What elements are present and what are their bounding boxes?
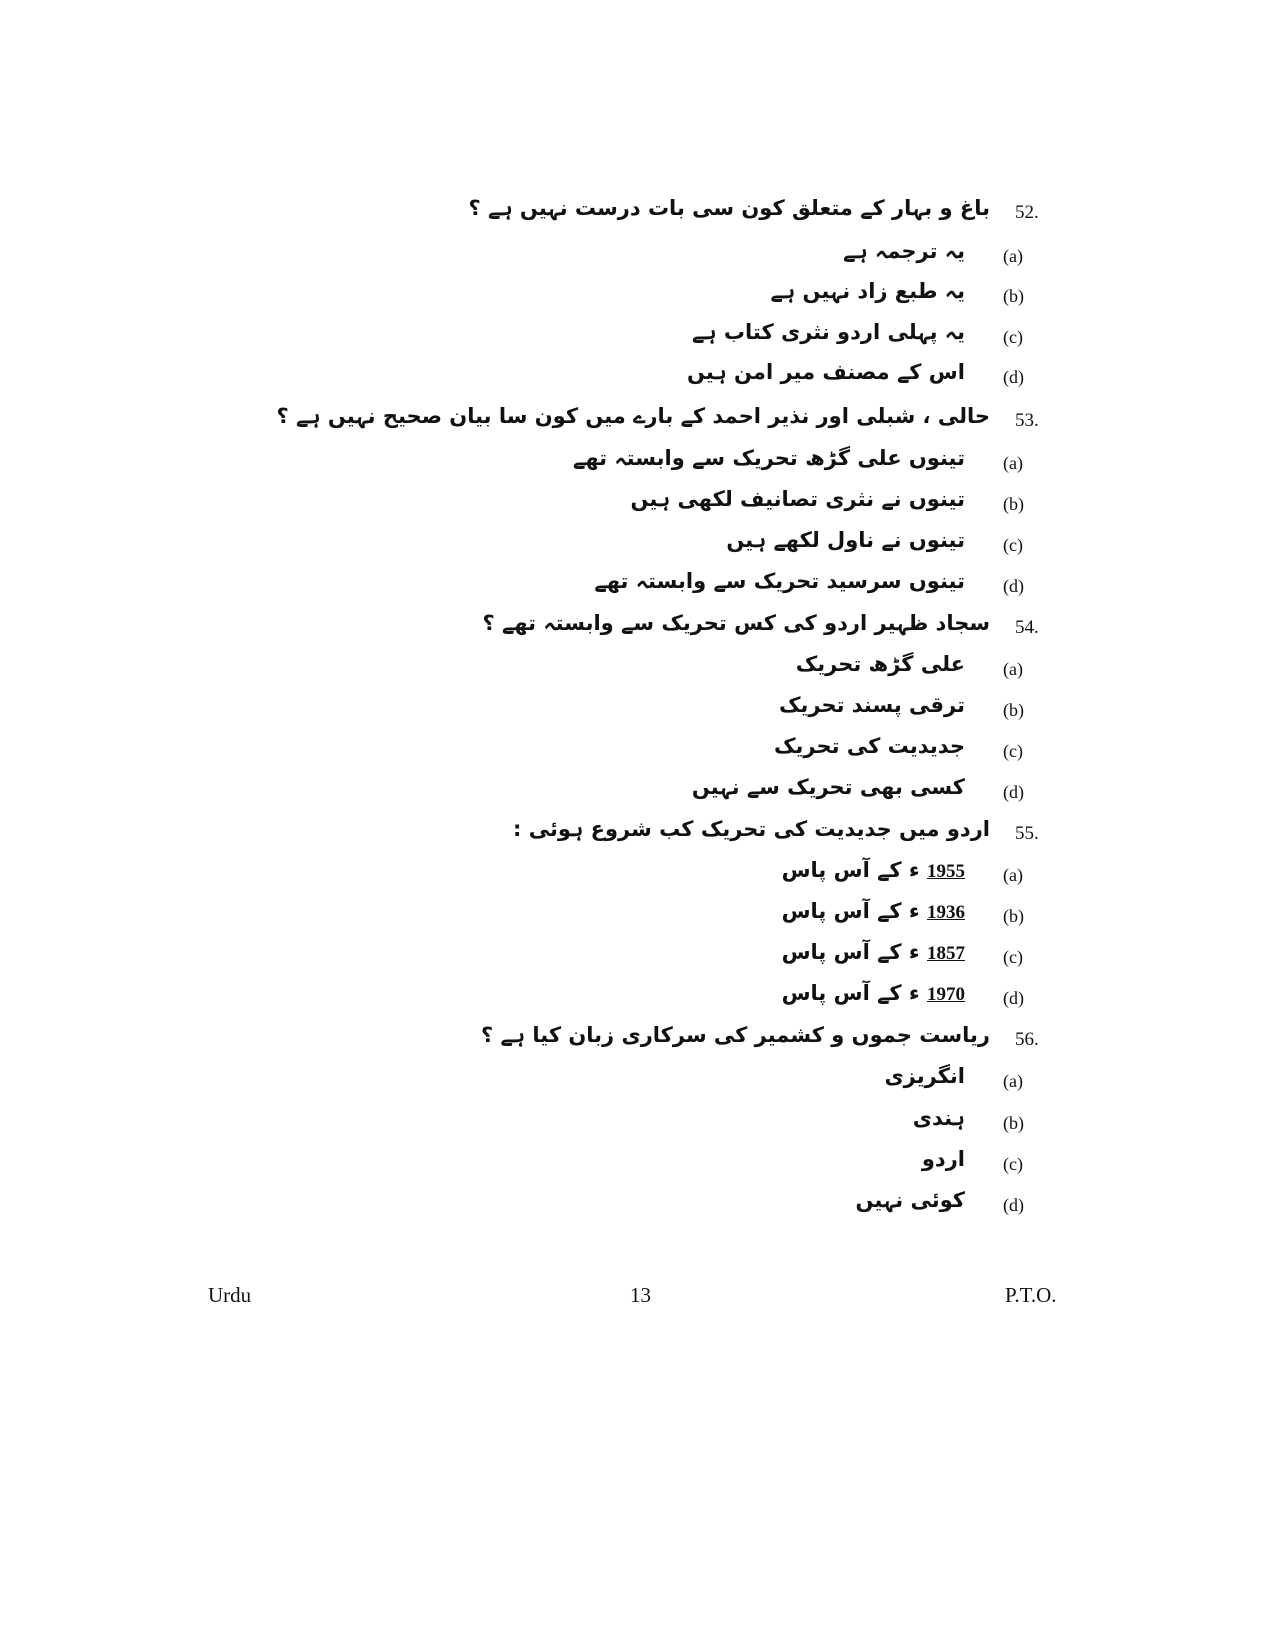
option-letter: (a) xyxy=(1003,246,1023,266)
question-number: 55. xyxy=(1015,823,1039,844)
option-text: اس کے مصنف میر امن ہیں xyxy=(686,360,965,384)
option-text: تینوں سرسید تحریک سے وابستہ تھے xyxy=(594,569,965,593)
footer-subject: Urdu xyxy=(208,1283,252,1307)
option-text xyxy=(782,940,965,965)
option-letter: (a) xyxy=(1003,453,1023,473)
question-stem xyxy=(0,1023,1275,1063)
question-number: 56. xyxy=(1015,1029,1039,1050)
option-letter: (c) xyxy=(1003,947,1023,967)
page-number: 13 xyxy=(630,1283,651,1307)
option-d xyxy=(0,569,1275,609)
option-letter: (d) xyxy=(1003,367,1024,387)
option-suffix: ء کے آس پاس xyxy=(781,981,920,1005)
question-text: اردو میں جدیدیت کی تحریک کب شروع ہوئی : xyxy=(513,817,990,841)
option-letter: (d) xyxy=(1003,576,1024,596)
option-letter: (b) xyxy=(1003,1113,1024,1133)
option-year: 1936 xyxy=(927,902,965,923)
question-text: حالی ، شبلی اور نذیر احمد کے بارے میں کون سا بیان صحیح نہیں ہے ؟ xyxy=(276,404,990,428)
option-b xyxy=(0,899,1275,939)
option-text: تینوں علی گڑھ تحریک سے وابستہ تھے xyxy=(573,446,965,470)
option-c xyxy=(0,734,1275,774)
question-stem xyxy=(0,196,1275,236)
question-stem xyxy=(0,404,1275,444)
question-text: باغ و بہار کے متعلق کون سی بات درست نہیں ہے ؟ xyxy=(468,196,990,220)
option-b xyxy=(0,279,1275,319)
option-b xyxy=(0,487,1275,527)
option-d xyxy=(0,1188,1275,1228)
option-letter: (d) xyxy=(1003,782,1024,802)
option-year: 1955 xyxy=(927,861,965,882)
option-text: جدیدیت کی تحریک xyxy=(774,734,965,758)
option-suffix: ء کے آس پاس xyxy=(781,899,920,923)
question-stem xyxy=(0,611,1275,651)
option-letter: (d) xyxy=(1003,988,1024,1008)
option-text: انگریزی xyxy=(884,1064,965,1088)
option-text: تینوں نے نثری تصانیف لکھی ہیں xyxy=(630,487,965,511)
option-letter: (d) xyxy=(1003,1195,1024,1215)
option-c xyxy=(0,940,1275,980)
option-d xyxy=(0,775,1275,815)
option-suffix: ء کے آس پاس xyxy=(781,940,920,964)
option-letter: (b) xyxy=(1003,906,1024,926)
option-letter: (c) xyxy=(1003,1154,1023,1174)
option-a xyxy=(0,858,1275,898)
option-text: ہندی xyxy=(912,1106,965,1130)
option-letter: (c) xyxy=(1003,327,1023,347)
question-number: 54. xyxy=(1015,617,1039,638)
option-letter: (b) xyxy=(1003,286,1024,306)
option-suffix: ء کے آس پاس xyxy=(781,858,920,882)
option-text xyxy=(782,981,965,1006)
option-text xyxy=(782,858,965,883)
question-number: 52. xyxy=(1015,202,1039,223)
question-stem xyxy=(0,817,1275,857)
option-c xyxy=(0,528,1275,568)
option-text: اردو xyxy=(921,1147,965,1171)
option-c xyxy=(0,1147,1275,1187)
option-text: کسی بھی تحریک سے نہیں xyxy=(691,775,965,799)
option-text: کوئی نہیں xyxy=(855,1188,965,1212)
question-number: 53. xyxy=(1015,410,1039,431)
option-a xyxy=(0,446,1275,486)
question-text: سجاد ظہیر اردو کی کس تحریک سے وابستہ تھے ؟ xyxy=(482,611,990,635)
option-d xyxy=(0,981,1275,1021)
option-text: یہ طبع زاد نہیں ہے xyxy=(770,279,965,303)
option-text: علی گڑھ تحریک xyxy=(795,652,965,676)
option-letter: (c) xyxy=(1003,535,1023,555)
option-letter: (c) xyxy=(1003,741,1023,761)
option-text xyxy=(782,899,965,924)
option-text: تینوں نے ناول لکھے ہیں xyxy=(726,528,965,552)
option-a xyxy=(0,1064,1275,1104)
option-letter: (b) xyxy=(1003,700,1024,720)
option-b xyxy=(0,1106,1275,1146)
option-letter: (b) xyxy=(1003,494,1024,514)
option-letter: (a) xyxy=(1003,659,1023,679)
option-letter: (a) xyxy=(1003,865,1023,885)
option-year: 1857 xyxy=(927,943,965,964)
option-c xyxy=(0,320,1275,360)
option-text: یہ ترجمہ ہے xyxy=(843,239,965,263)
option-text: یہ پہلی اردو نثری کتاب ہے xyxy=(691,320,965,344)
option-a xyxy=(0,652,1275,692)
question-text: ریاست جموں و کشمیر کی سرکاری زبان کیا ہے ؟ xyxy=(480,1023,990,1047)
option-letter: (a) xyxy=(1003,1071,1023,1091)
option-a xyxy=(0,239,1275,279)
option-d xyxy=(0,360,1275,400)
option-text: ترقی پسند تحریک xyxy=(779,693,965,717)
please-turn-over: P.T.O. xyxy=(1005,1283,1057,1307)
option-year: 1970 xyxy=(927,984,965,1005)
option-b xyxy=(0,693,1275,733)
